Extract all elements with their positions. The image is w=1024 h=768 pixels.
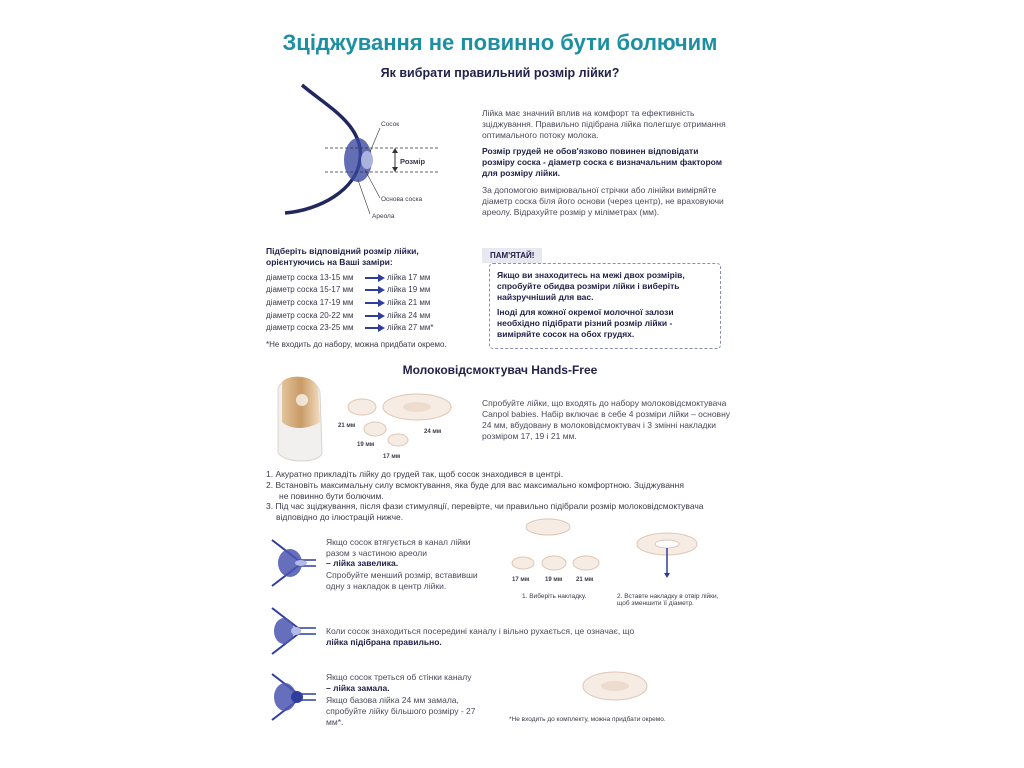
intro-paragraph-2: Розмір грудей не обов'язково повинен відповідати розміру соска - діаметр соска є визначальним фактором для розміру лійки. bbox=[482, 146, 723, 178]
size-row bbox=[266, 285, 466, 297]
funnel-size: лійка 19 мм bbox=[387, 285, 431, 294]
step-2: 2. Встановіть максимальну силу всмоктування, яка буде для вас максимально комфортною. Зціджування bbox=[266, 480, 684, 490]
nipple-diameter: діаметр соска 17-19 мм bbox=[266, 298, 354, 307]
nipple-diameter: діаметр соска 13-15 мм bbox=[266, 273, 354, 282]
handsfree-title: Молоковідсмоктувач Hands-Free bbox=[402, 363, 598, 377]
intro-paragraph-1: Лійка має значний вплив на комфорт та ефективність зціджування. Правильно підібрана лійка полегшує отримання оптимального потоку молока. bbox=[482, 108, 726, 140]
nipple-diameter: діаметр соска 23-25 мм bbox=[266, 323, 354, 332]
handsfree-description: Спробуйте лійки, що входять до набору молоковідсмоктувача Canpol babies. Набір включає в себе 4 розміри лійки – основну 24 мм, вбудовану в молоковідсмоктувач і 3 змінні накладки розміром 17, 19 і 21 мм. bbox=[482, 398, 731, 441]
large-funnel-illustration bbox=[580, 668, 650, 708]
insert-caption-1: 1. Виберіть накладку. bbox=[522, 593, 587, 600]
size-row bbox=[266, 298, 466, 310]
insert-label-17: 17 мм bbox=[383, 454, 401, 460]
sizes-heading: Підберіть відповідний розмір лійки, орієнтуючись на Ваші заміри: bbox=[266, 246, 419, 267]
too-small-advice: Якщо базова лійка 24 мм замала, спробуйте лійку більшого розміру - 27 мм*. bbox=[326, 695, 476, 727]
insert-label-24: 24 мм bbox=[424, 429, 442, 435]
funnel-size: лійка 27 мм* bbox=[387, 323, 434, 332]
label-nipple: Сосок bbox=[381, 121, 400, 128]
funnel-size: лійка 24 мм bbox=[387, 311, 431, 320]
correct-text: Коли сосок знаходиться посередині каналу і вільно рухається, це означає, що bbox=[326, 626, 635, 636]
step-3-cont: відповідно до ілюстрацій нижче. bbox=[276, 512, 404, 522]
inserts-footnote: *Не входить до комплекту, можна придбати окремо. bbox=[509, 716, 666, 723]
size-row bbox=[266, 323, 466, 335]
size-row bbox=[266, 311, 466, 323]
too-big-verdict: – лійка завелика. bbox=[326, 558, 399, 568]
funnel-size: лійка 21 мм bbox=[387, 298, 431, 307]
breast-diagram bbox=[270, 80, 470, 230]
remember-tag: ПАМ'ЯТАЙ! bbox=[482, 248, 542, 263]
breast-pump-image bbox=[268, 372, 328, 467]
funnel-correct-illustration bbox=[268, 606, 318, 656]
size-row bbox=[266, 273, 466, 285]
insert-in-funnel-illustration bbox=[632, 528, 702, 583]
page-title: Зціджування не повинно бути болючим bbox=[282, 30, 718, 55]
too-small-verdict: – лійка замала. bbox=[326, 683, 390, 693]
insert-19-label: 19 мм bbox=[545, 577, 563, 583]
insert-21-label: 21 мм bbox=[576, 577, 594, 583]
insert-label-19: 19 мм bbox=[357, 442, 375, 448]
insert-label-21: 21 мм bbox=[338, 423, 356, 429]
too-big-advice: Спробуйте менший розмір, вставивши одну з накладок в центр лійки. bbox=[326, 570, 478, 591]
label-nipple-base: Основа соска bbox=[381, 196, 423, 203]
label-areola: Ареола bbox=[372, 213, 395, 220]
intro-paragraph-3: За допомогою вимірювальної стрічки або лінійки виміряйте діаметр соска біля його основи (через центр), не враховуючи ареолу. Відрахуйте розмір у міліметрах (мм). bbox=[482, 185, 724, 217]
funnel-too-big-illustration bbox=[268, 538, 318, 588]
label-size: Розмір bbox=[400, 157, 426, 166]
too-small-text: Якщо сосок треться об стінки каналу bbox=[326, 672, 472, 682]
remember-paragraph-1: Якщо ви знаходитесь на межі двох розмірів, спробуйте обидва розміри лійки і виберіть найзручніший для вас. bbox=[497, 270, 685, 302]
step-2-cont: не повинно бути болючим. bbox=[279, 491, 384, 501]
insert-caption-2: 2. Вставте накладку в отвір лійки, щоб зменшити її діаметр. bbox=[617, 593, 719, 607]
funnel-size: лійка 17 мм bbox=[387, 273, 431, 282]
nipple-diameter: діаметр соска 15-17 мм bbox=[266, 285, 354, 294]
funnel-too-small-illustration bbox=[268, 672, 318, 722]
step-3: 3. Під час зціджування, після фази стимуляції, перевірте, чи правильно підібрали розмір молоковідсмоктувача bbox=[266, 501, 704, 511]
inserts-illustration bbox=[506, 515, 616, 580]
insert-17-label: 17 мм bbox=[512, 577, 530, 583]
nipple-diameter: діаметр соска 20-22 мм bbox=[266, 311, 354, 320]
correct-verdict: лійка підібрана правильно. bbox=[326, 637, 442, 647]
sizes-footnote: *Не входить до набору, можна придбати окремо. bbox=[266, 340, 447, 349]
remember-paragraph-2: Іноді для кожної окремої молочної залози необхідно підібрати різний розмір лійки - виміряйте сосок на обох грудях. bbox=[497, 307, 674, 339]
step-1: 1. Акуратно прикладіть лійку до грудей так, щоб сосок знаходився в центрі. bbox=[266, 469, 564, 479]
too-big-text: Якщо сосок втягується в канал лійки разом з частиною ареоли bbox=[326, 537, 471, 558]
page-subtitle: Як вибрати правильний розмір лійки? bbox=[380, 66, 620, 80]
